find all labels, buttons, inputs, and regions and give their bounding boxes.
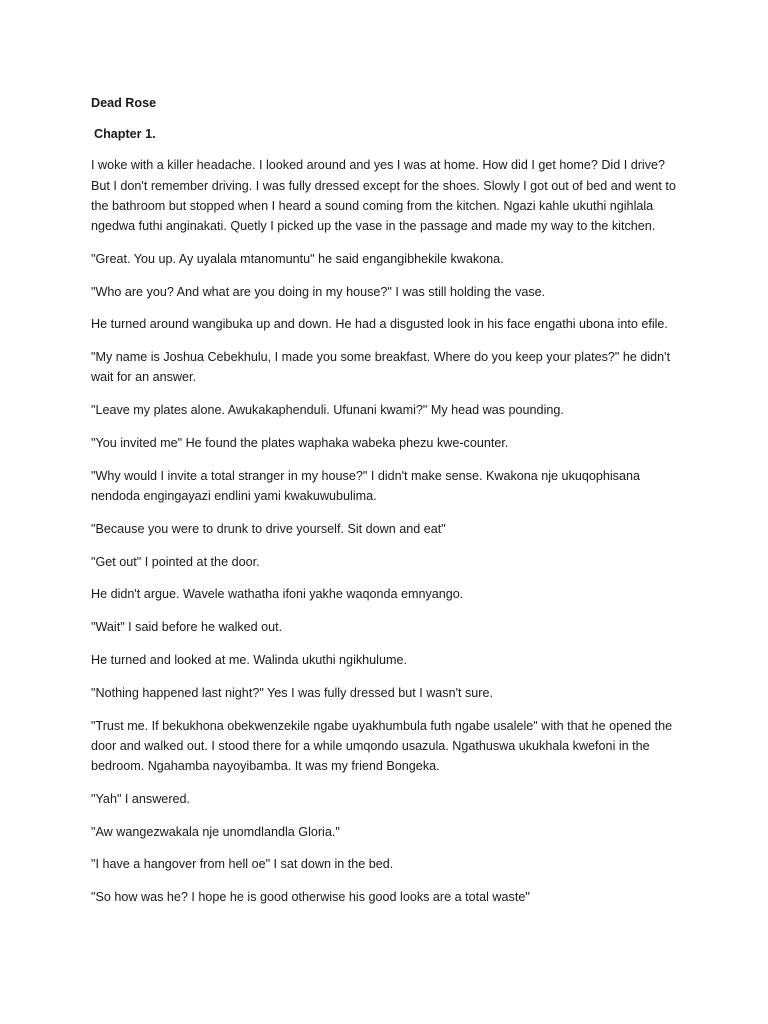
paragraph: "Wait" I said before he walked out. <box>91 620 283 635</box>
paragraph: "Why would I invite a total stranger in my house?" I didn't make sense. Kwakona nje ukuqophisana nendoda engingayazi endlini yami kwakuwubulima. <box>91 468 640 503</box>
paragraph: "Because you were to drunk to drive yourself. Sit down and eat" <box>91 521 446 536</box>
paragraph: "Yah" I answered. <box>91 791 191 806</box>
paragraph: "So how was he? I hope he is good otherwise his good looks are a total waste" <box>91 890 530 905</box>
paragraph: "Nothing happened last night?" Yes I was fully dressed but I wasn't sure. <box>91 685 493 700</box>
paragraph: "My name is Joshua Cebekhulu, I made you some breakfast. Where do you keep your plates?" he didn't wait for an answer. <box>91 350 671 385</box>
paragraph: "I have a hangover from hell oe" I sat down in the bed. <box>91 857 394 872</box>
chapter-heading: Chapter 1. <box>94 127 156 142</box>
paragraph: "Leave my plates alone. Awukakaphenduli. Ufunani kwami?" My head was pounding. <box>91 403 564 418</box>
paragraph: I woke with a killer headache. I looked around and yes I was at home. How did I get home? Did I drive? But I don't remember driving. I was fully dressed except for the shoes. Slowly I got out of bed and went to the bathroom but stopped when I heard a sound coming from the kitchen. Ngazi kahle ukuthi ngihlala ngedwa futhi anginakati. Quetly I picked up the vase in the passage and made my way to the kitchen. <box>91 158 676 234</box>
paragraph: "Get out" I pointed at the door. <box>91 554 260 569</box>
paragraph: "Great. You up. Ay uyalala mtanomuntu" he said engangibhekile kwakona. <box>91 251 504 266</box>
paragraph: He turned around wangibuka up and down. He had a disgusted look in his face engathi ubona into efile. <box>91 317 668 332</box>
document-title: Dead Rose <box>91 96 157 110</box>
paragraph: He didn't argue. Wavele wathatha ifoni yakhe waqonda emnyango. <box>91 587 464 602</box>
paragraph: "Who are you? And what are you doing in my house?" I was still holding the vase. <box>91 284 546 299</box>
paragraph: "You invited me" He found the plates waphaka wabeka phezu kwe-counter. <box>91 436 509 450</box>
paragraph: "Aw wangezwakala nje unomdlandla Gloria." <box>91 824 340 839</box>
paragraph: "Trust me. If bekukhona obekwenzekile ngabe uyakhumbula futh ngabe usalele" with that he opened the door and walked out. I stood there for a while umqondo usazula. Ngathuswa ukukhala kwefoni in the bedroom. Ngahamba nayoyibamba. It was my friend Bongeka. <box>91 718 673 773</box>
document-body <box>91 93 683 920</box>
paragraph: He turned and looked at me. Walinda ukuthi ngikhulume. <box>91 652 407 667</box>
